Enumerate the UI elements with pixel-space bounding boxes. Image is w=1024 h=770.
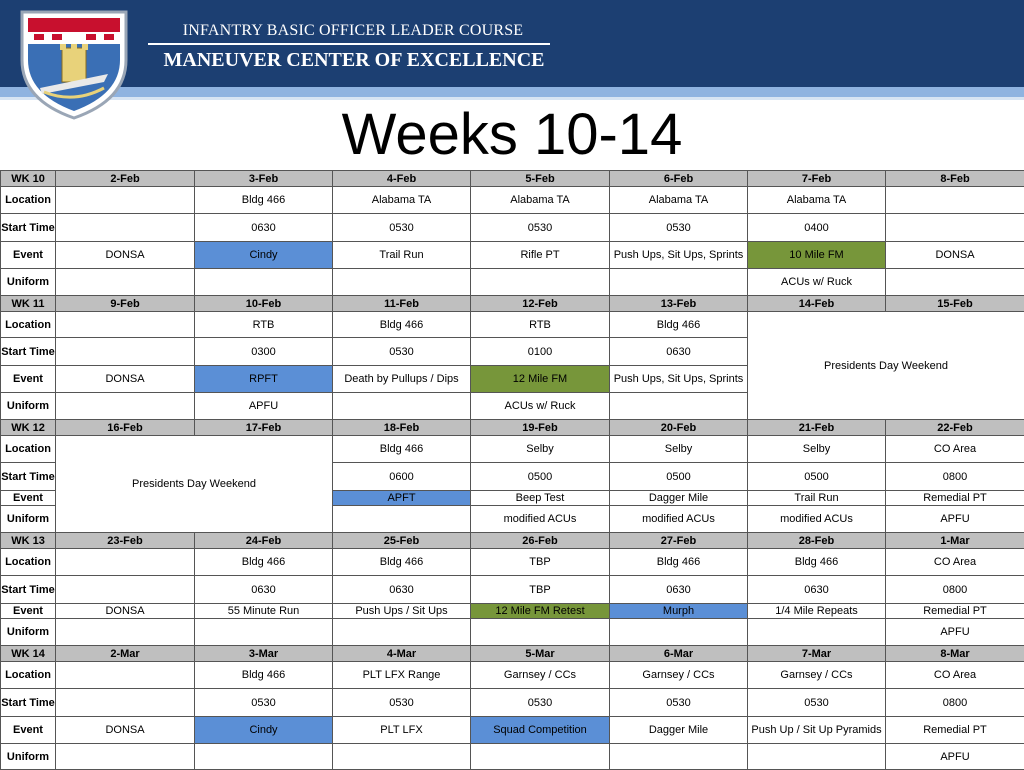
- uniform-cell: [56, 269, 195, 296]
- event-row: [1, 604, 1024, 619]
- location-cell: Alabama TA: [610, 187, 748, 214]
- start-time-cell: 0800: [886, 689, 1024, 717]
- week-header-row: [1, 533, 1024, 549]
- week-label: WK 13: [1, 533, 56, 549]
- day-header: 2-Feb: [56, 171, 195, 187]
- start-time-cell: [886, 214, 1024, 242]
- location-cell: Bldg 466: [748, 549, 886, 576]
- location-cell: RTB: [195, 312, 333, 338]
- row-label: Uniform: [1, 619, 56, 646]
- start-time-cell: 0600: [333, 463, 471, 491]
- event-cell: DONSA: [56, 366, 195, 393]
- event-cell: Dagger Mile: [610, 491, 748, 506]
- row-label: Event: [1, 491, 56, 506]
- day-header: 16-Feb: [56, 420, 195, 436]
- day-header: 4-Mar: [333, 646, 471, 662]
- day-header: 2-Mar: [56, 646, 195, 662]
- location-cell: [56, 312, 195, 338]
- header-stripe: [0, 87, 1024, 97]
- organization-name: MANEUVER CENTER OF EXCELLENCE: [134, 49, 574, 72]
- start-time-cell: 0530: [471, 214, 610, 242]
- week-header-row: [1, 296, 1024, 312]
- location-cell: TBP: [471, 549, 610, 576]
- event-cell: Trail Run: [333, 242, 471, 269]
- start-time-cell: 0800: [886, 576, 1024, 604]
- location-cell: Garnsey / CCs: [610, 662, 748, 689]
- start-time-cell: 0800: [886, 463, 1024, 491]
- day-header: 25-Feb: [333, 533, 471, 549]
- start-time-cell: 0530: [748, 689, 886, 717]
- location-cell: [56, 662, 195, 689]
- week-header-row: [1, 646, 1024, 662]
- location-cell: Bldg 466: [333, 436, 471, 463]
- day-header: 17-Feb: [195, 420, 333, 436]
- day-header: 24-Feb: [195, 533, 333, 549]
- uniform-cell: [56, 744, 195, 770]
- start-time-cell: 0300: [195, 338, 333, 366]
- start-time-cell: 0630: [195, 214, 333, 242]
- day-header: 10-Feb: [195, 296, 333, 312]
- uniform-cell: [471, 619, 610, 646]
- day-header: 3-Feb: [195, 171, 333, 187]
- uniform-cell: [471, 744, 610, 770]
- day-header: 28-Feb: [748, 533, 886, 549]
- holiday-note-cell: Presidents Day Weekend: [56, 436, 333, 533]
- location-cell: Garnsey / CCs: [748, 662, 886, 689]
- day-header: 5-Feb: [471, 171, 610, 187]
- day-header: 15-Feb: [886, 296, 1024, 312]
- start-time-cell: 0500: [748, 463, 886, 491]
- start-time-cell: [56, 338, 195, 366]
- uniform-row: [1, 744, 1024, 770]
- uniform-row: [1, 619, 1024, 646]
- uniform-cell: modified ACUs: [748, 506, 886, 533]
- event-cell: 55 Minute Run: [195, 604, 333, 619]
- start-time-cell: 0530: [333, 214, 471, 242]
- day-header: 19-Feb: [471, 420, 610, 436]
- uniform-cell: APFU: [195, 393, 333, 420]
- start-time-cell: 0630: [748, 576, 886, 604]
- uniform-cell: [195, 269, 333, 296]
- event-cell: Rifle PT: [471, 242, 610, 269]
- event-cell: 1/4 Mile Repeats: [748, 604, 886, 619]
- week-header-row: [1, 171, 1024, 187]
- uniform-cell: [333, 269, 471, 296]
- row-label: Location: [1, 436, 56, 463]
- start-time-cell: 0530: [610, 689, 748, 717]
- start-time-row: [1, 576, 1024, 604]
- start-time-cell: 0500: [610, 463, 748, 491]
- event-cell-highlighted: Cindy: [195, 242, 333, 269]
- holiday-note-cell: Presidents Day Weekend: [748, 312, 1024, 420]
- row-label: Location: [1, 312, 56, 338]
- row-label: Start Time: [1, 338, 56, 366]
- uniform-cell: [748, 619, 886, 646]
- location-cell: Bldg 466: [610, 312, 748, 338]
- location-cell: RTB: [471, 312, 610, 338]
- location-row: [1, 187, 1024, 214]
- uniform-cell: [610, 393, 748, 420]
- uniform-cell: [471, 269, 610, 296]
- row-label: Event: [1, 242, 56, 269]
- uniform-cell: [56, 393, 195, 420]
- event-cell: DONSA: [886, 242, 1024, 269]
- row-label: Uniform: [1, 393, 56, 420]
- location-cell: Bldg 466: [195, 549, 333, 576]
- location-cell: Alabama TA: [471, 187, 610, 214]
- start-time-cell: 0100: [471, 338, 610, 366]
- day-header: 18-Feb: [333, 420, 471, 436]
- location-cell: Alabama TA: [333, 187, 471, 214]
- day-header: 7-Mar: [748, 646, 886, 662]
- uniform-cell: [610, 269, 748, 296]
- event-cell-highlighted: 12 Mile FM: [471, 366, 610, 393]
- uniform-cell: [748, 744, 886, 770]
- day-header: 11-Feb: [333, 296, 471, 312]
- start-time-cell: 0530: [195, 689, 333, 717]
- start-time-cell: 0530: [333, 689, 471, 717]
- event-cell-highlighted: RPFT: [195, 366, 333, 393]
- start-time-cell: 0530: [471, 689, 610, 717]
- day-header: 3-Mar: [195, 646, 333, 662]
- row-label: Event: [1, 366, 56, 393]
- uniform-cell: [333, 506, 471, 533]
- row-label: Uniform: [1, 269, 56, 296]
- location-cell: CO Area: [886, 662, 1024, 689]
- location-cell: Selby: [748, 436, 886, 463]
- day-header: 1-Mar: [886, 533, 1024, 549]
- start-time-cell: 0500: [471, 463, 610, 491]
- location-cell: CO Area: [886, 549, 1024, 576]
- row-label: Location: [1, 187, 56, 214]
- location-cell: Bldg 466: [195, 187, 333, 214]
- day-header: 27-Feb: [610, 533, 748, 549]
- start-time-cell: [56, 576, 195, 604]
- uniform-cell: APFU: [886, 744, 1024, 770]
- event-cell: Dagger Mile: [610, 717, 748, 744]
- event-row: [1, 242, 1024, 269]
- location-cell: Selby: [471, 436, 610, 463]
- start-time-cell: 0530: [610, 214, 748, 242]
- location-cell: [886, 187, 1024, 214]
- row-label: Start Time: [1, 214, 56, 242]
- location-cell: Bldg 466: [333, 312, 471, 338]
- event-cell: Push Ups / Sit Ups: [333, 604, 471, 619]
- day-header: 13-Feb: [610, 296, 748, 312]
- location-cell: Selby: [610, 436, 748, 463]
- row-label: Location: [1, 662, 56, 689]
- start-time-cell: TBP: [471, 576, 610, 604]
- uniform-cell: ACUs w/ Ruck: [748, 269, 886, 296]
- row-label: Start Time: [1, 689, 56, 717]
- row-label: Event: [1, 717, 56, 744]
- event-cell: Push Up / Sit Up Pyramids: [748, 717, 886, 744]
- uniform-cell: [333, 393, 471, 420]
- day-header: 7-Feb: [748, 171, 886, 187]
- event-cell: DONSA: [56, 242, 195, 269]
- event-cell-highlighted: 12 Mile FM Retest: [471, 604, 610, 619]
- location-cell: [56, 187, 195, 214]
- day-header: 9-Feb: [56, 296, 195, 312]
- row-label: Location: [1, 549, 56, 576]
- location-row: [1, 312, 1024, 338]
- day-header: 14-Feb: [748, 296, 886, 312]
- week-label: WK 12: [1, 420, 56, 436]
- start-time-cell: [56, 214, 195, 242]
- row-label: Uniform: [1, 506, 56, 533]
- day-header: 26-Feb: [471, 533, 610, 549]
- location-cell: CO Area: [886, 436, 1024, 463]
- start-time-row: [1, 689, 1024, 717]
- event-cell: Remedial PT: [886, 491, 1024, 506]
- uniform-cell: [333, 619, 471, 646]
- event-cell-highlighted: 10 Mile FM: [748, 242, 886, 269]
- uniform-cell: [333, 744, 471, 770]
- event-cell: Push Ups, Sit Ups, Sprints: [610, 242, 748, 269]
- start-time-cell: [56, 689, 195, 717]
- day-header: 21-Feb: [748, 420, 886, 436]
- event-cell: Remedial PT: [886, 604, 1024, 619]
- location-row: [1, 549, 1024, 576]
- uniform-row: [1, 269, 1024, 296]
- event-cell-highlighted: Murph: [610, 604, 748, 619]
- event-cell-highlighted: Squad Competition: [471, 717, 610, 744]
- location-cell: Alabama TA: [748, 187, 886, 214]
- uniform-cell: [886, 269, 1024, 296]
- event-cell-highlighted: Cindy: [195, 717, 333, 744]
- start-time-cell: 0630: [195, 576, 333, 604]
- day-header: 4-Feb: [333, 171, 471, 187]
- uniform-cell: APFU: [886, 506, 1024, 533]
- uniform-cell: modified ACUs: [610, 506, 748, 533]
- event-cell: DONSA: [56, 717, 195, 744]
- row-label: Event: [1, 604, 56, 619]
- location-cell: PLT LFX Range: [333, 662, 471, 689]
- row-label: Uniform: [1, 744, 56, 770]
- start-time-cell: 0630: [610, 338, 748, 366]
- event-cell-highlighted: APFT: [333, 491, 471, 506]
- row-label: Start Time: [1, 463, 56, 491]
- page-title: Weeks 10-14: [0, 100, 1024, 170]
- uniform-cell: [610, 619, 748, 646]
- location-cell: Garnsey / CCs: [471, 662, 610, 689]
- uniform-cell: [195, 744, 333, 770]
- start-time-cell: 0530: [333, 338, 471, 366]
- location-row: [1, 436, 1024, 463]
- start-time-cell: 0400: [748, 214, 886, 242]
- week-label: WK 14: [1, 646, 56, 662]
- schedule-table: [0, 170, 1024, 770]
- row-label: Start Time: [1, 576, 56, 604]
- location-row: [1, 662, 1024, 689]
- header-divider: [148, 43, 550, 45]
- location-cell: Bldg 466: [195, 662, 333, 689]
- day-header: 5-Mar: [471, 646, 610, 662]
- day-header: 8-Mar: [886, 646, 1024, 662]
- day-header: 22-Feb: [886, 420, 1024, 436]
- week-label: WK 11: [1, 296, 56, 312]
- location-cell: Bldg 466: [610, 549, 748, 576]
- event-cell: Push Ups, Sit Ups, Sprints: [610, 366, 748, 393]
- day-header: 20-Feb: [610, 420, 748, 436]
- course-name: INFANTRY BASIC OFFICER LEADER COURSE: [148, 22, 558, 40]
- start-time-row: [1, 214, 1024, 242]
- week-label: WK 10: [1, 171, 56, 187]
- event-cell: Death by Pullups / Dips: [333, 366, 471, 393]
- uniform-cell: [56, 619, 195, 646]
- day-header: 6-Feb: [610, 171, 748, 187]
- day-header: 23-Feb: [56, 533, 195, 549]
- uniform-cell: modified ACUs: [471, 506, 610, 533]
- day-header: 12-Feb: [471, 296, 610, 312]
- uniform-cell: APFU: [886, 619, 1024, 646]
- week-header-row: [1, 420, 1024, 436]
- start-time-cell: 0630: [333, 576, 471, 604]
- event-cell: Trail Run: [748, 491, 886, 506]
- event-cell: Remedial PT: [886, 717, 1024, 744]
- uniform-cell: ACUs w/ Ruck: [471, 393, 610, 420]
- day-header: 8-Feb: [886, 171, 1024, 187]
- location-cell: [56, 549, 195, 576]
- event-cell: DONSA: [56, 604, 195, 619]
- start-time-cell: 0630: [610, 576, 748, 604]
- day-header: 6-Mar: [610, 646, 748, 662]
- event-row: [1, 717, 1024, 744]
- location-cell: Bldg 466: [333, 549, 471, 576]
- event-cell: Beep Test: [471, 491, 610, 506]
- event-cell: PLT LFX: [333, 717, 471, 744]
- uniform-cell: [610, 744, 748, 770]
- uniform-cell: [195, 619, 333, 646]
